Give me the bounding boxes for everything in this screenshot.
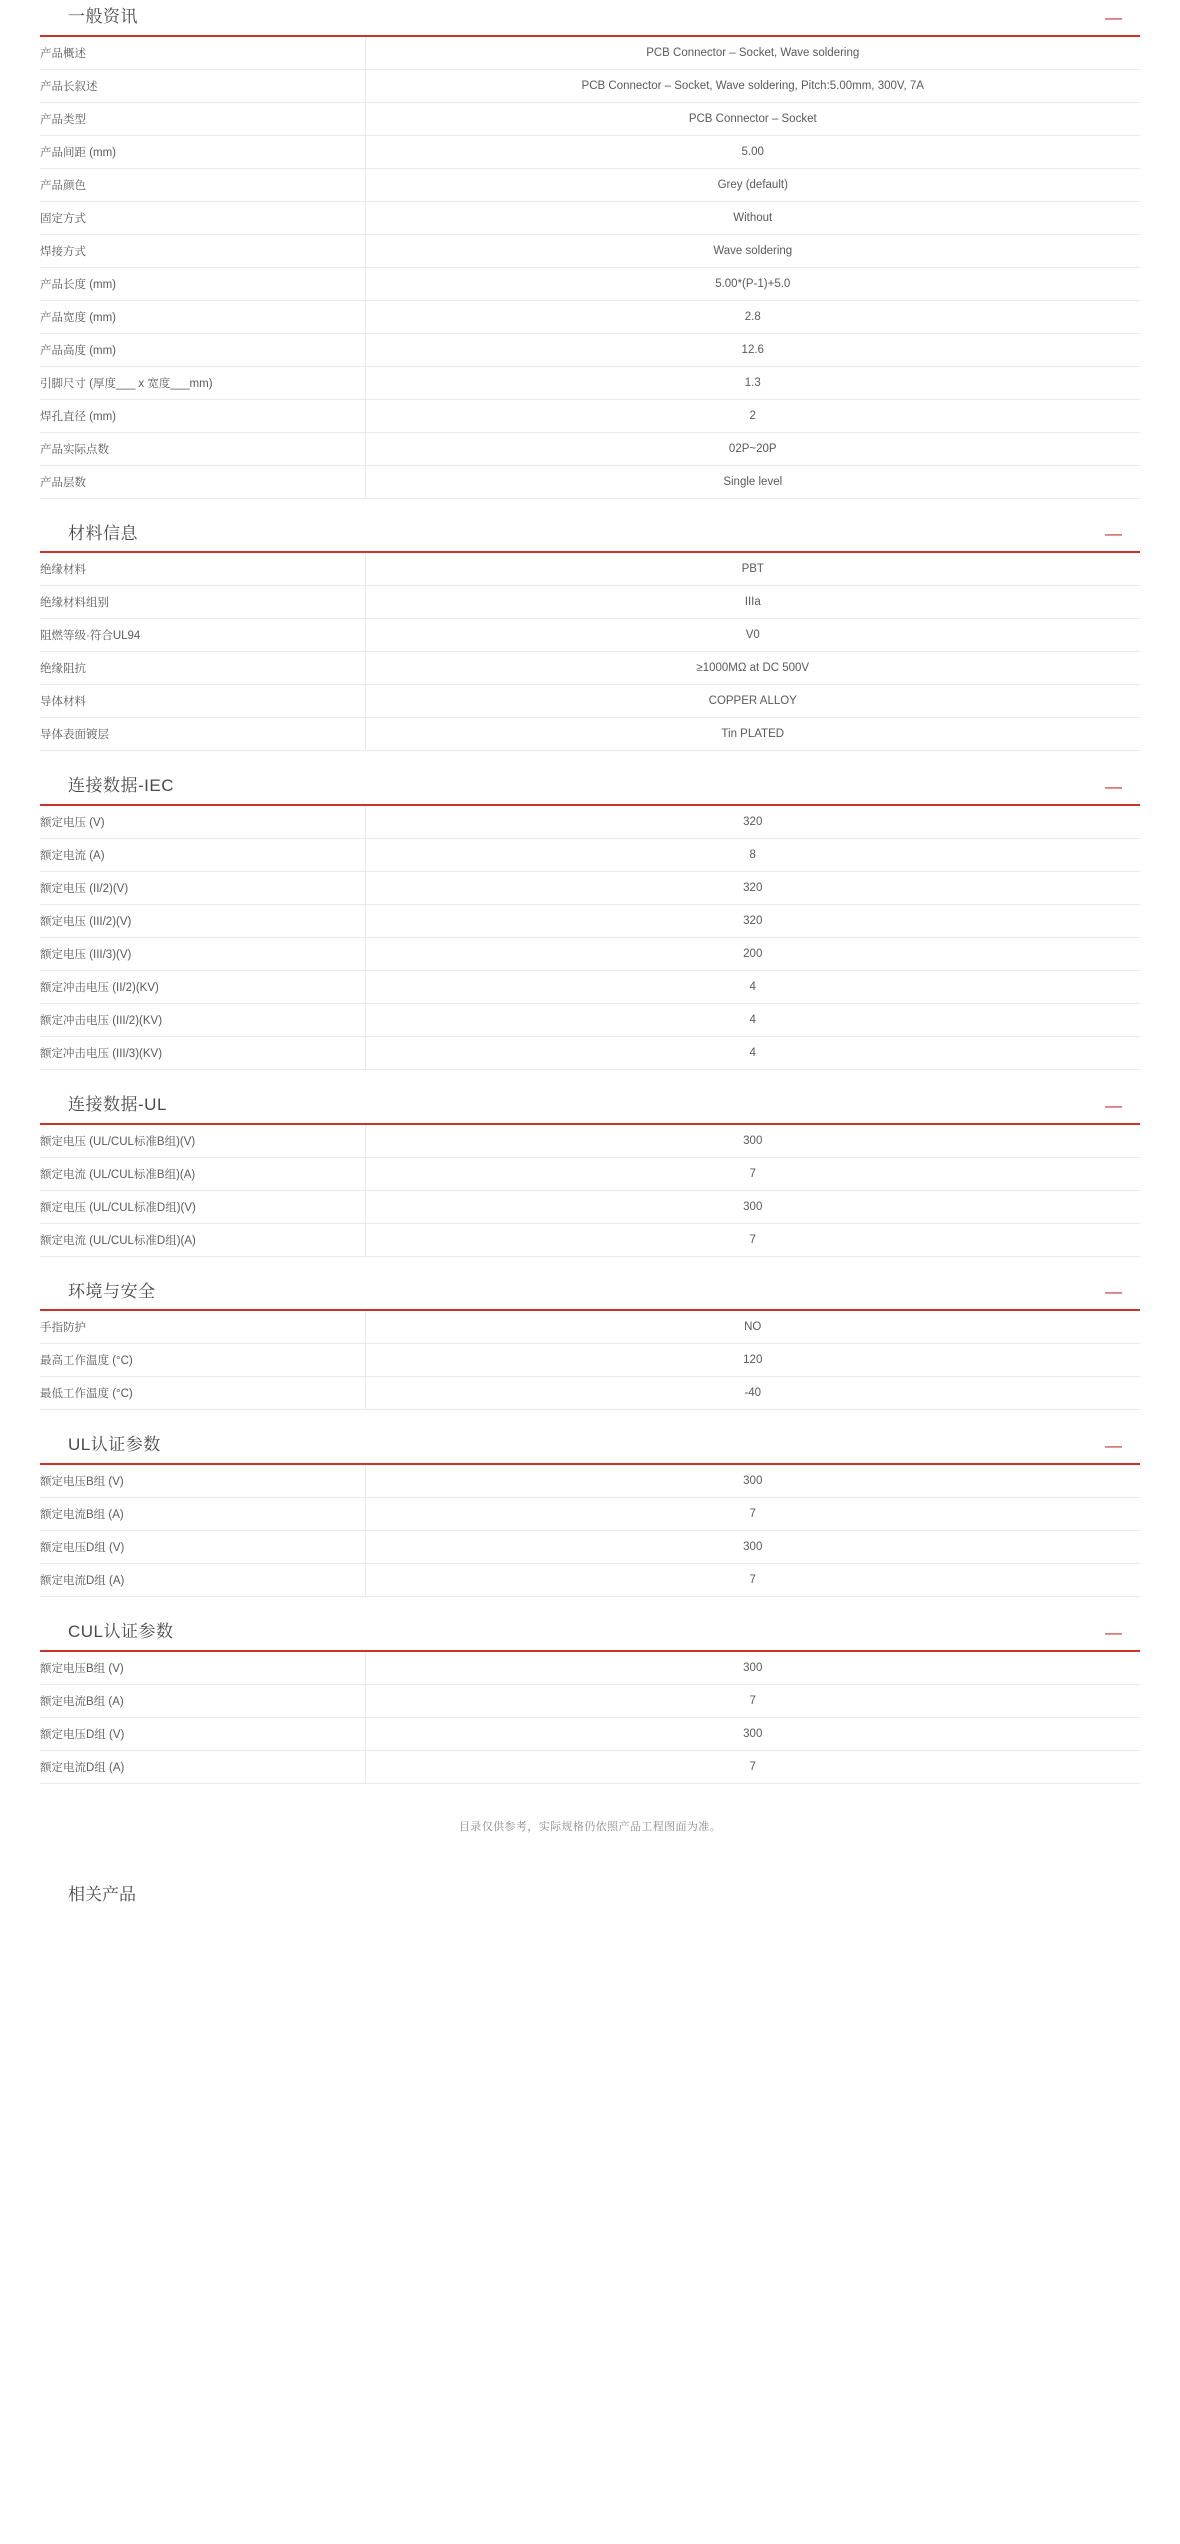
- table-row: [40, 300, 1140, 333]
- collapse-icon[interactable]: —: [1105, 777, 1122, 797]
- section-title: 一般资讯: [68, 7, 138, 26]
- spec-value: 300: [743, 1134, 763, 1147]
- table-row: [40, 806, 1140, 839]
- spec-key: 焊接方式: [40, 234, 365, 267]
- spec-value: 300: [743, 1475, 763, 1488]
- section-material-info: [40, 525, 1140, 752]
- spec-value: 7: [749, 1508, 756, 1521]
- spec-key: 额定电压D组 (V): [40, 1717, 365, 1750]
- spec-key: 产品宽度 (mm): [40, 300, 365, 333]
- spec-value: 8: [749, 849, 756, 862]
- spec-key: 额定电流 (UL/CUL标准D组)(A): [40, 1223, 365, 1256]
- collapse-icon[interactable]: —: [1105, 1622, 1122, 1642]
- table-row: [40, 366, 1140, 399]
- table-row: [40, 69, 1140, 102]
- section-title: CUL认证参数: [68, 1622, 174, 1642]
- spec-value: 320: [743, 882, 763, 895]
- collapse-icon[interactable]: —: [1105, 1436, 1122, 1456]
- spec-value: 2: [749, 409, 756, 422]
- spec-value: COPPER ALLOY: [708, 695, 797, 708]
- section-general-info: [40, 8, 1140, 499]
- spec-value: 300: [743, 1661, 763, 1674]
- spec-value: Wave soldering: [713, 244, 793, 257]
- spec-key: 手指防护: [40, 1311, 365, 1344]
- table-row: [40, 1684, 1140, 1717]
- spec-key: 额定电压B组 (V): [40, 1465, 365, 1498]
- table-row: [40, 586, 1140, 619]
- spec-key: 额定电流D组 (A): [40, 1750, 365, 1783]
- spec-key: 额定电压 (V): [40, 806, 365, 839]
- spec-value: 320: [743, 816, 763, 829]
- section-cul-certification: [40, 1623, 1140, 1784]
- spec-value: 7: [749, 1694, 756, 1707]
- section-header-general-info[interactable]: [40, 8, 1140, 37]
- table-row: [40, 135, 1140, 168]
- top-spacer: [0, 0, 1180, 8]
- table-row: [40, 619, 1140, 652]
- spec-key: 导体材料: [40, 685, 365, 718]
- collapse-icon[interactable]: —: [1105, 7, 1122, 27]
- spec-key: 产品概述: [40, 37, 365, 70]
- spec-table: [40, 37, 1140, 499]
- table-row: [40, 37, 1140, 70]
- spec-value: 1.3: [744, 376, 761, 389]
- spec-key: 额定电流 (A): [40, 839, 365, 872]
- collapse-icon[interactable]: —: [1105, 1282, 1122, 1302]
- spec-value: Without: [733, 211, 773, 224]
- table-row: [40, 333, 1140, 366]
- spec-key: 额定电压 (UL/CUL标准D组)(V): [40, 1190, 365, 1223]
- spec-value: PCB Connector – Socket, Wave soldering: [646, 46, 860, 59]
- spec-key: 额定冲击电压 (III/3)(KV): [40, 1037, 365, 1070]
- table-row: [40, 1750, 1140, 1783]
- spec-value: PCB Connector – Socket, Wave soldering, Pitch:5.00mm, 300V, 7A: [581, 79, 924, 92]
- spec-key: 额定电流B组 (A): [40, 1498, 365, 1531]
- table-row: [40, 234, 1140, 267]
- spec-key: 产品长叙述: [40, 69, 365, 102]
- spec-key: 最高工作温度 (°C): [40, 1344, 365, 1377]
- spec-value: Single level: [723, 475, 783, 488]
- spec-value: 7: [749, 1233, 756, 1246]
- table-row: [40, 1531, 1140, 1564]
- spec-key: 产品高度 (mm): [40, 333, 365, 366]
- spec-key: 导体表面镀层: [40, 718, 365, 751]
- table-row: [40, 685, 1140, 718]
- section-ul-certification: [40, 1436, 1140, 1597]
- spec-key: 固定方式: [40, 201, 365, 234]
- table-row: [40, 168, 1140, 201]
- spec-key: 产品长度 (mm): [40, 267, 365, 300]
- table-row: [40, 1498, 1140, 1531]
- spec-value: 02P~20P: [728, 442, 777, 455]
- spec-table: [40, 1465, 1140, 1597]
- table-row: [40, 465, 1140, 498]
- spec-value: 120: [743, 1354, 763, 1367]
- section-header-material-info[interactable]: [40, 525, 1140, 554]
- table-row: [40, 1344, 1140, 1377]
- table-row: [40, 1190, 1140, 1223]
- spec-key: 额定电压D组 (V): [40, 1531, 365, 1564]
- spec-key: 额定电压B组 (V): [40, 1652, 365, 1685]
- spec-table: [40, 1311, 1140, 1410]
- spec-key: 额定冲击电压 (III/2)(KV): [40, 1004, 365, 1037]
- table-row: [40, 1311, 1140, 1344]
- table-row: [40, 1564, 1140, 1597]
- spec-value: 4: [749, 1047, 756, 1060]
- spec-key: 额定电压 (II/2)(V): [40, 872, 365, 905]
- section-title: UL认证参数: [68, 1435, 161, 1455]
- table-row: [40, 872, 1140, 905]
- spec-value: 2.8: [744, 310, 761, 323]
- spec-key: 额定电压 (III/2)(V): [40, 905, 365, 938]
- table-row: [40, 1004, 1140, 1037]
- section-title: 材料信息: [68, 523, 138, 543]
- spec-table: [40, 1125, 1140, 1257]
- spec-key: 绝缘阻抗: [40, 652, 365, 685]
- spec-value: 300: [743, 1541, 763, 1554]
- table-row: [40, 938, 1140, 971]
- spec-value: 300: [743, 1200, 763, 1213]
- table-row: [40, 1652, 1140, 1685]
- spec-value: 5.00*(P-1)+5.0: [715, 277, 791, 290]
- spec-key: 产品间距 (mm): [40, 135, 365, 168]
- table-row: [40, 1037, 1140, 1070]
- spec-value: ≥1000MΩ at DC 500V: [696, 662, 810, 675]
- table-row: [40, 1717, 1140, 1750]
- spec-key: 绝缘材料组别: [40, 586, 365, 619]
- spec-key: 绝缘材料: [40, 553, 365, 586]
- spec-key: 额定电流D组 (A): [40, 1564, 365, 1597]
- spec-key: 额定电压 (UL/CUL标准B组)(V): [40, 1125, 365, 1158]
- table-row: [40, 201, 1140, 234]
- spec-table: [40, 553, 1140, 751]
- table-row: [40, 102, 1140, 135]
- spec-value: 4: [749, 981, 756, 994]
- collapse-icon[interactable]: —: [1105, 1095, 1122, 1115]
- section-title: 环境与安全: [68, 1281, 156, 1301]
- collapse-icon[interactable]: —: [1105, 524, 1122, 544]
- table-row: [40, 1157, 1140, 1190]
- spec-key: 引脚尺寸 (厚度___ x 宽度___mm): [40, 366, 365, 399]
- spec-value: 7: [749, 1167, 756, 1180]
- spec-value: NO: [744, 1321, 762, 1334]
- table-row: [40, 971, 1140, 1004]
- section-environment-safety: [40, 1283, 1140, 1411]
- spec-key: 焊孔直径 (mm): [40, 399, 365, 432]
- footnote: 目录仅供参考，实际规格仍依照产品工程图面为准。: [458, 1820, 722, 1833]
- table-row: [40, 553, 1140, 586]
- table-row: [40, 1125, 1140, 1158]
- section-connection-data-iec: [40, 777, 1140, 1070]
- spec-key: 额定电流 (UL/CUL标准B组)(A): [40, 1157, 365, 1190]
- section-connection-data-ul: [40, 1096, 1140, 1257]
- section-header-environment-safety[interactable]: [40, 1283, 1140, 1312]
- spec-key: 额定电压 (III/3)(V): [40, 938, 365, 971]
- section-title: 连接数据-IEC: [68, 776, 174, 796]
- table-row: [40, 399, 1140, 432]
- table-row: [40, 432, 1140, 465]
- spec-key: 产品颜色: [40, 168, 365, 201]
- spec-value: PBT: [741, 563, 764, 576]
- spec-value: 7: [749, 1760, 756, 1773]
- table-row: [40, 1465, 1140, 1498]
- table-row: [40, 905, 1140, 938]
- spec-key: 产品实际点数: [40, 432, 365, 465]
- spec-table: [40, 806, 1140, 1070]
- section-title: 连接数据-UL: [68, 1095, 167, 1115]
- sections-container: [0, 8, 1180, 1784]
- section-header-cul-certification[interactable]: [40, 1623, 1140, 1652]
- table-row: [40, 1377, 1140, 1410]
- spec-value: 320: [743, 915, 763, 928]
- spec-key: 产品层数: [40, 465, 365, 498]
- spec-value: V0: [745, 629, 760, 642]
- table-row: [40, 1223, 1140, 1256]
- table-row: [40, 718, 1140, 751]
- spec-value: 5.00: [741, 145, 764, 158]
- table-row: [40, 267, 1140, 300]
- related-products-title: 相关产品: [68, 1884, 136, 1904]
- spec-key: 额定电流B组 (A): [40, 1684, 365, 1717]
- spec-key: 产品类型: [40, 102, 365, 135]
- section-header-connection-data-ul[interactable]: [40, 1096, 1140, 1125]
- spec-value: -40: [744, 1387, 762, 1400]
- spec-value: Grey (default): [717, 178, 788, 191]
- spec-key: 最低工作温度 (°C): [40, 1377, 365, 1410]
- spec-value: PCB Connector – Socket: [688, 112, 817, 125]
- spec-table: [40, 1652, 1140, 1784]
- spec-value: 200: [743, 948, 763, 961]
- spec-value: 12.6: [741, 343, 764, 356]
- spec-value: 7: [749, 1574, 756, 1587]
- spec-key: 额定冲击电压 (II/2)(KV): [40, 971, 365, 1004]
- spec-value: 300: [743, 1727, 763, 1740]
- table-row: [40, 839, 1140, 872]
- spec-value: IIIa: [744, 596, 761, 609]
- section-header-connection-data-iec[interactable]: [40, 777, 1140, 806]
- spec-key: 阻燃等级·符合UL94: [40, 619, 365, 652]
- spec-value: Tin PLATED: [721, 728, 785, 741]
- spec-value: 4: [749, 1014, 756, 1027]
- section-header-ul-certification[interactable]: [40, 1436, 1140, 1465]
- table-row: [40, 652, 1140, 685]
